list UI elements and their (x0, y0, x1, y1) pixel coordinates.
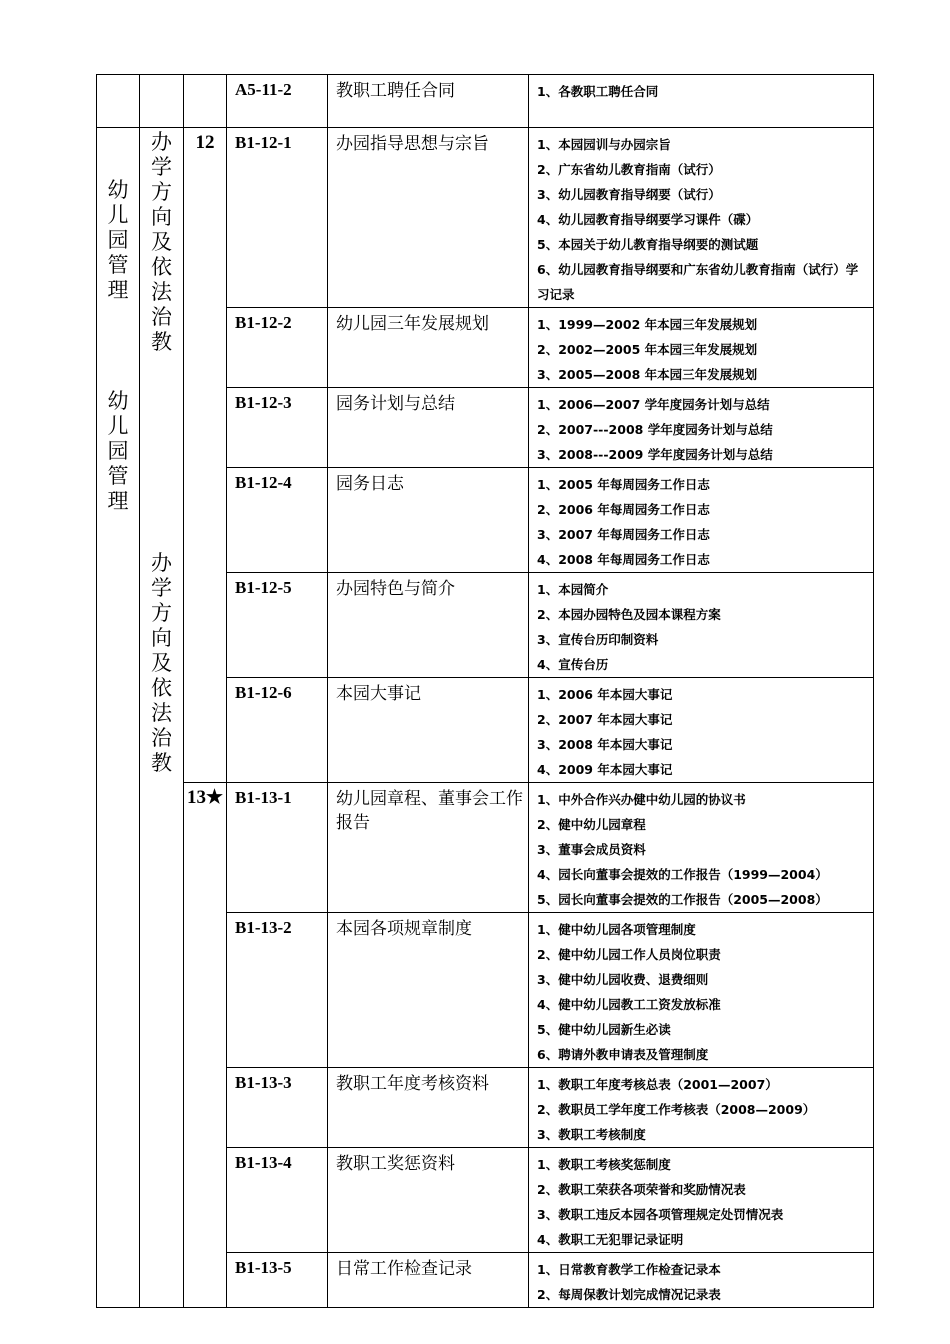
items-cell (529, 128, 874, 308)
list-item: 3、教职工考核制度 (537, 1127, 646, 1142)
title-cell (328, 388, 529, 468)
code-cell (227, 783, 328, 913)
table-row (97, 75, 874, 128)
item-title: 本园大事记 (336, 684, 421, 704)
code-cell (227, 1068, 328, 1148)
item-code: B1-12-4 (235, 473, 292, 492)
code-cell (227, 1148, 328, 1253)
list-item: 1、2006 年本园大事记 (537, 687, 673, 702)
item-title: 本园各项规章制度 (336, 919, 472, 939)
list-item: 3、董事会成员资料 (537, 842, 646, 857)
item-title: 办园特色与简介 (336, 579, 455, 599)
section-cell-empty (97, 75, 140, 128)
title-cell (328, 783, 529, 913)
item-list (529, 75, 873, 104)
item-title: 教职工奖惩资料 (336, 1154, 455, 1174)
title-cell (328, 913, 529, 1068)
number-cell (184, 783, 227, 1308)
item-list (529, 128, 873, 307)
subsection-label: 办学方向及依法治教 (151, 551, 172, 775)
list-item: 4、2009 年本园大事记 (537, 762, 673, 777)
item-list (529, 1068, 873, 1147)
list-item: 1、1999—2002 年本园三年发展规划 (537, 317, 758, 332)
item-code: B1-12-3 (235, 393, 292, 412)
code-cell (227, 128, 328, 308)
list-item: 4、园长向董事会提效的工作报告（1999—2004） (537, 867, 828, 882)
item-list (529, 1253, 873, 1307)
item-list (529, 1148, 873, 1252)
list-item: 2、2002—2005 年本园三年发展规划 (537, 342, 758, 357)
items-cell (529, 75, 874, 128)
list-item: 5、本园关于幼儿教育指导纲要的测试题 (537, 237, 759, 252)
list-item: 6、聘请外教申请表及管理制度 (537, 1047, 709, 1062)
list-item: 4、幼儿园教育指导纲要学习课件（碟） (537, 212, 759, 227)
item-code: B1-13-3 (235, 1073, 292, 1092)
item-code: B1-13-4 (235, 1153, 292, 1172)
code-cell (227, 678, 328, 783)
list-item: 3、幼儿园教育指导纲要（试行） (537, 187, 721, 202)
item-list (529, 678, 873, 782)
list-item: 3、2008---2009 学年度园务计划与总结 (537, 447, 773, 462)
subsection-label: 办学方向及依法治教 (151, 130, 172, 354)
list-item: 2、本园办园特色及园本课程方案 (537, 607, 721, 622)
item-code: B1-12-2 (235, 313, 292, 332)
list-item: 4、2008 年每周园务工作日志 (537, 552, 710, 567)
list-item: 3、2007 年每周园务工作日志 (537, 527, 710, 542)
item-code: A5-11-2 (235, 80, 292, 99)
subsection-cell (140, 128, 184, 1308)
item-list (529, 913, 873, 1067)
item-code: B1-12-6 (235, 683, 292, 702)
item-list (529, 388, 873, 467)
item-code: B1-13-1 (235, 788, 292, 807)
code-cell (227, 913, 328, 1068)
document-table (96, 74, 874, 1308)
section-cell (97, 128, 140, 1308)
items-cell (529, 1068, 874, 1148)
list-item: 4、宣传台历 (537, 657, 609, 672)
list-item: 1、教职工考核奖惩制度 (537, 1157, 671, 1172)
list-item: 2、2007 年本园大事记 (537, 712, 673, 727)
item-code: B1-12-5 (235, 578, 292, 597)
items-cell (529, 783, 874, 913)
title-cell (328, 468, 529, 573)
list-item: 1、2005 年每周园务工作日志 (537, 477, 710, 492)
code-cell (227, 573, 328, 678)
item-number: 12 (195, 132, 215, 153)
code-cell (227, 75, 328, 128)
code-cell (227, 388, 328, 468)
title-cell (328, 75, 529, 128)
items-cell (529, 468, 874, 573)
item-code: B1-13-2 (235, 918, 292, 937)
item-list (529, 308, 873, 387)
items-cell (529, 678, 874, 783)
list-item: 2、广东省幼儿教育指南（试行） (537, 162, 721, 177)
item-code: B1-12-1 (235, 133, 292, 152)
items-cell (529, 1253, 874, 1308)
item-title: 教职工聘任合同 (336, 81, 455, 101)
title-cell (328, 573, 529, 678)
list-item: 3、宣传台历印制资料 (537, 632, 659, 647)
item-title: 幼儿园章程、董事会工作报告 (336, 789, 523, 833)
list-item: 2、2007---2008 学年度园务计划与总结 (537, 422, 773, 437)
list-item: 4、教职工无犯罪记录证明 (537, 1232, 684, 1247)
list-item: 5、园长向董事会提效的工作报告（2005—2008） (537, 892, 828, 907)
list-item: 3、2008 年本园大事记 (537, 737, 673, 752)
item-title: 教职工年度考核资料 (336, 1074, 489, 1094)
list-item: 1、日常教育教学工作检查记录本 (537, 1262, 721, 1277)
table-row (97, 783, 874, 913)
table-row (97, 128, 874, 308)
item-code: B1-13-5 (235, 1258, 292, 1277)
item-number: 13★ (186, 787, 224, 808)
item-title: 日常工作检查记录 (336, 1259, 472, 1279)
list-item: 1、各教职工聘任合同 (537, 84, 659, 99)
number-cell (184, 128, 227, 783)
items-cell (529, 573, 874, 678)
item-title: 园务日志 (336, 474, 404, 494)
items-cell (529, 308, 874, 388)
code-cell (227, 468, 328, 573)
item-list (529, 783, 873, 912)
list-item: 4、健中幼儿园教工工资发放标准 (537, 997, 721, 1012)
item-title: 办园指导思想与宗旨 (336, 134, 489, 154)
section-label: 幼儿园管理 (107, 389, 129, 513)
title-cell (328, 128, 529, 308)
list-item: 2、健中幼儿园章程 (537, 817, 646, 832)
title-cell (328, 1253, 529, 1308)
list-item: 1、教职工年度考核总表（2001—2007） (537, 1077, 778, 1092)
list-item: 1、本园简介 (537, 582, 609, 597)
title-cell (328, 1068, 529, 1148)
number-cell-empty (184, 75, 227, 128)
list-item: 2、教职工荣获各项荣誉和奖励情况表 (537, 1182, 746, 1197)
list-item: 3、教职工违反本园各项管理规定处罚情况表 (537, 1207, 784, 1222)
item-title: 园务计划与总结 (336, 394, 455, 414)
list-item: 2、健中幼儿园工作人员岗位职责 (537, 947, 721, 962)
list-item: 3、2005—2008 年本园三年发展规划 (537, 367, 758, 382)
items-cell (529, 388, 874, 468)
code-cell (227, 1253, 328, 1308)
title-cell (328, 678, 529, 783)
items-cell (529, 913, 874, 1068)
item-title: 幼儿园三年发展规划 (336, 314, 489, 334)
items-cell (529, 1148, 874, 1253)
list-item: 3、健中幼儿园收费、退费细则 (537, 972, 709, 987)
list-item: 2、2006 年每周园务工作日志 (537, 502, 710, 517)
list-item: 2、教职员工学年度工作考核表（2008—2009） (537, 1102, 816, 1117)
section-label: 幼儿园管理 (107, 178, 129, 302)
list-item: 6、幼儿园教育指导纲要和广东省幼儿教育指南（试行）学习记录 (537, 262, 859, 302)
list-item: 1、中外合作兴办健中幼儿园的协议书 (537, 792, 746, 807)
item-list (529, 468, 873, 572)
list-item: 5、健中幼儿园新生必读 (537, 1022, 671, 1037)
title-cell (328, 1148, 529, 1253)
list-item: 2、每周保教计划完成情况记录表 (537, 1287, 721, 1302)
list-item: 1、健中幼儿园各项管理制度 (537, 922, 696, 937)
list-item: 1、本园园训与办园宗旨 (537, 137, 671, 152)
item-list (529, 573, 873, 677)
subsection-cell-empty (140, 75, 184, 128)
code-cell (227, 308, 328, 388)
title-cell (328, 308, 529, 388)
list-item: 1、2006—2007 学年度园务计划与总结 (537, 397, 770, 412)
